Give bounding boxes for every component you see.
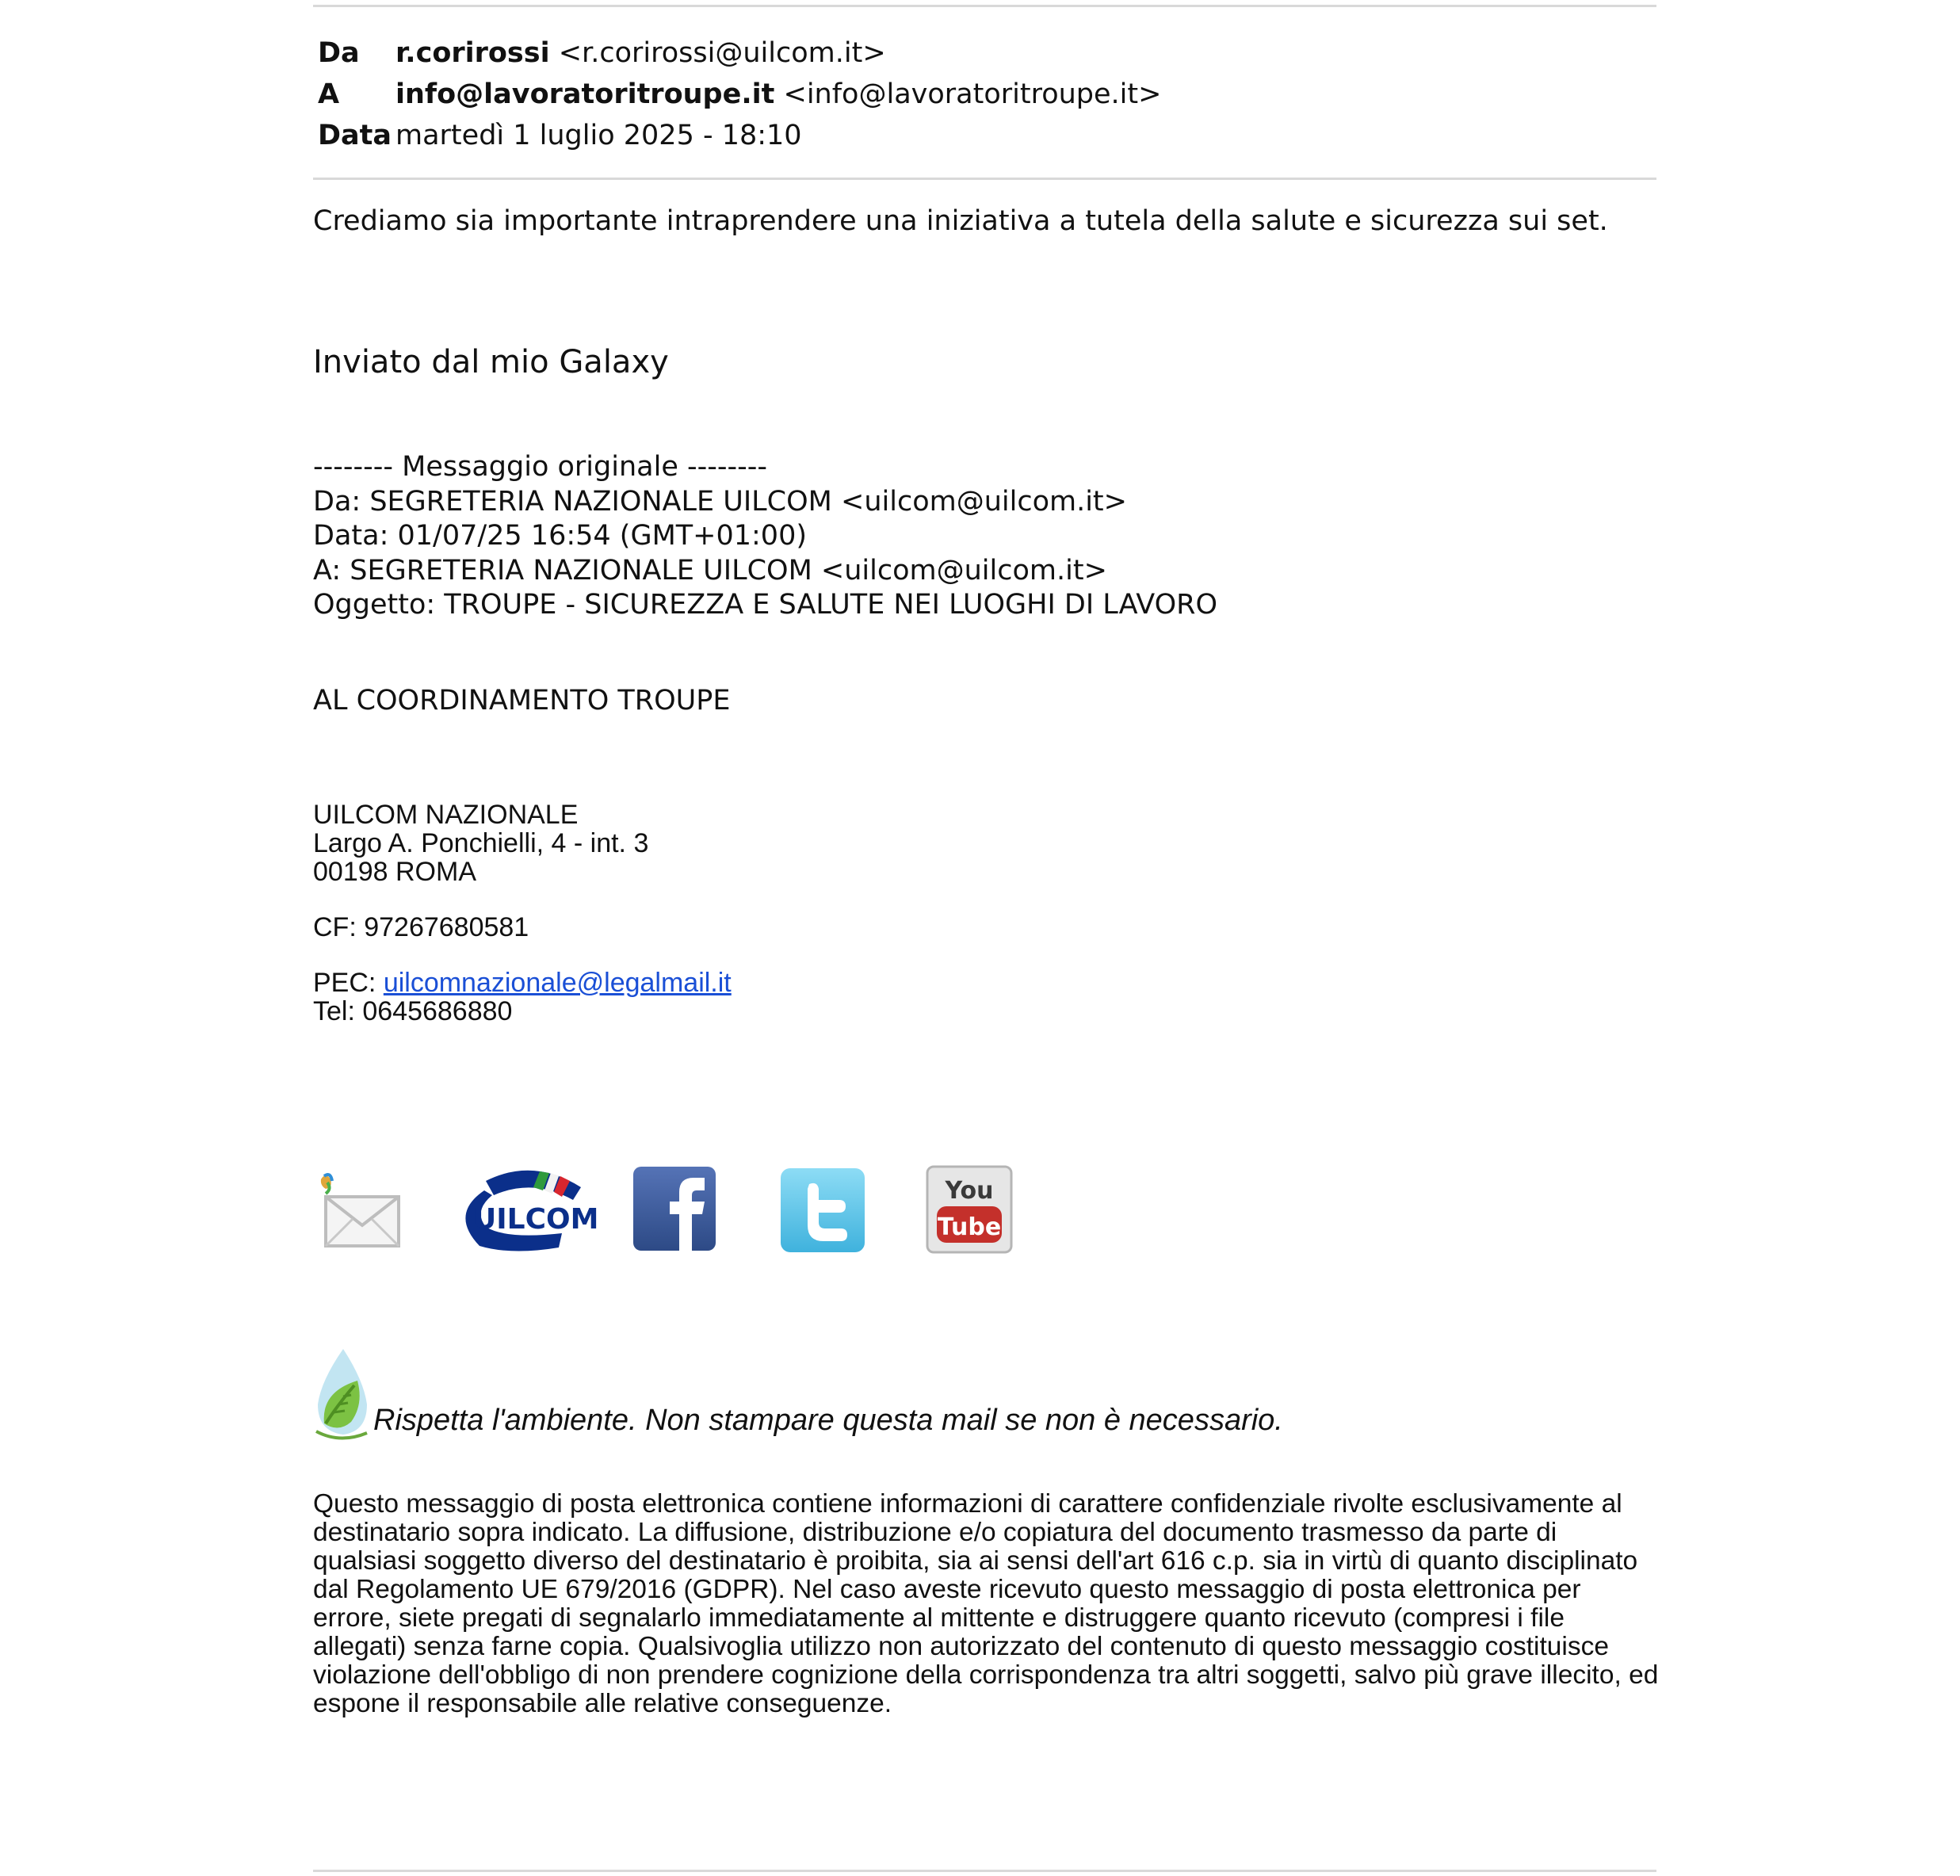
intro-text: Crediamo sia importante intraprendere una iniziativa a tutela della salute e sicurezza sui set. (313, 205, 1608, 237)
from-label: Da (318, 37, 360, 69)
uilcom-logo-text: UILCOM (473, 1203, 599, 1236)
leaf-icon (313, 1346, 373, 1441)
to-label: A (318, 78, 340, 110)
signature-pec-row (313, 969, 732, 997)
date-value: martedì 1 luglio 2025 - 18:10 (395, 120, 802, 151)
recipient-line: AL COORDINAMENTO TROUPE (313, 685, 731, 716)
top-divider (313, 5, 1656, 7)
sender-email[interactable]: <r.corirossi@uilcom.it> (558, 37, 886, 69)
recipient-name[interactable]: info@lavoratoritroupe.it (395, 78, 775, 110)
original-from: Da: SEGRETERIA NAZIONALE UILCOM <uilcom@uilcom.it> (313, 486, 1127, 518)
twitter-icon[interactable] (778, 1165, 869, 1256)
header-date-row (318, 118, 802, 153)
signature-address-1: Largo A. Ponchielli, 4 - int. 3 (313, 828, 649, 858)
signature-address-2: 00198 ROMA (313, 857, 476, 887)
original-date: Data: 01/07/25 16:54 (GMT+01:00) (313, 520, 807, 552)
uilcom-logo[interactable] (446, 1165, 605, 1256)
sender-name[interactable]: r.corirossi (395, 37, 550, 69)
youtube-you-text: You (945, 1177, 994, 1205)
original-subject: Oggetto: TROUPE - SICUREZZA E SALUTE NEI LUOGHI DI LAVORO (313, 589, 1218, 621)
youtube-tube-text: Tube (937, 1213, 1002, 1241)
header-divider (313, 178, 1656, 180)
facebook-icon[interactable] (630, 1165, 721, 1256)
header-from-row (318, 36, 886, 71)
bottom-divider (313, 1870, 1656, 1872)
sent-from-text: Inviato dal mio Galaxy (313, 344, 669, 380)
legal-disclaimer: Questo messaggio di posta elettronica contiene informazioni di carattere confidenziale rivolte esclusivamente al destinatario sopra indicato. La diffusione, distribuzione e/o copiatura del documento trasmesso da parte di qualsiasi soggetto diverso del destinatario è proibita, sia ai sensi dell'art 616 c.p. sia in virtù di quanto disciplinato dal Regolamento UE 679/2016 (GDPR). Nel caso aveste ricevuto questo messaggio di posta elettronica per errore, siete pregati di segnalarlo immediatamente al mittente e distruggere quanto ricevuto (compresi i file allegati) senza farne copia. Qualsivoglia utilizzo non autorizzato del contenuto di questo messaggio costituisce violazione dell'obbligo di non prendere cognizione della corrispondenza tra altri soggetti, salvo più grave illecito, ed espone il responsabile alle relative conseguenze. (313, 1489, 1659, 1718)
eco-tagline: Rispetta l'ambiente. Non stampare questa mail se non è necessario. (373, 1404, 1283, 1437)
original-separator: -------- Messaggio originale -------- (313, 451, 768, 483)
recipient-email[interactable]: <info@lavoratoritroupe.it> (783, 78, 1162, 110)
pec-label: PEC: (313, 968, 376, 998)
youtube-icon[interactable] (924, 1165, 1015, 1256)
date-label: Data (318, 120, 392, 151)
original-to: A: SEGRETERIA NAZIONALE UILCOM <uilcom@uilcom.it> (313, 555, 1107, 586)
header-to-row (318, 77, 1161, 112)
pec-email-link[interactable]: uilcomnazionale@legalmail.it (383, 968, 732, 998)
signature-org: UILCOM NAZIONALE (313, 800, 579, 830)
signature-cf: CF: 97267680581 (313, 912, 529, 942)
mail-icon[interactable] (313, 1165, 407, 1256)
signature-tel: Tel: 0645686880 (313, 996, 513, 1026)
